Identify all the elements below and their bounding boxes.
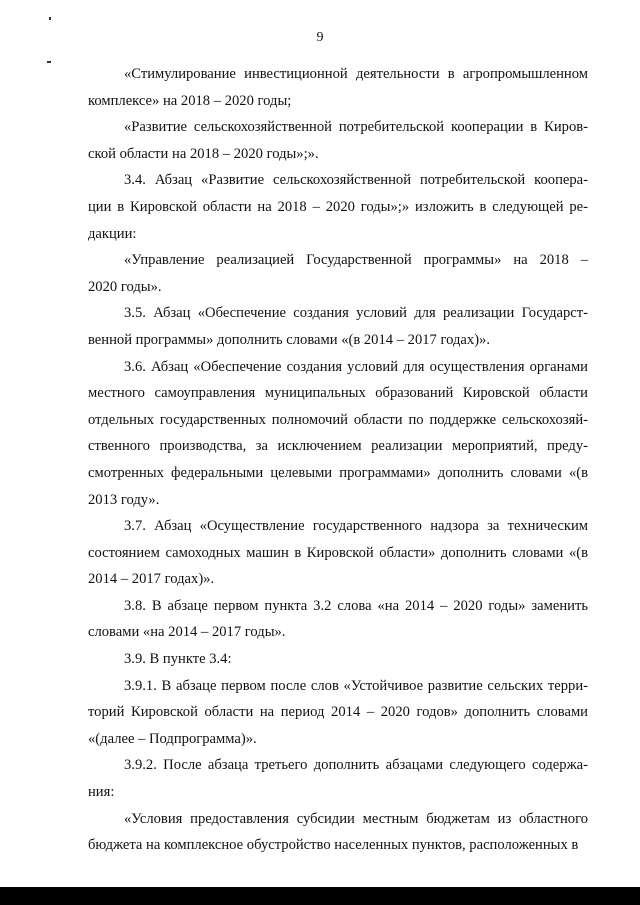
text-line: местного самоуправления муниципальных образований Кировской области (88, 385, 588, 402)
text-line: «(далее – Подпрограмма)». (88, 730, 257, 747)
text-line: «Развитие сельскохозяйственной потребительской кооперации в Киров- (124, 119, 588, 136)
text-line: «Управление реализацией Государственной программы» на 2018 – (124, 252, 588, 269)
text-line: торий Кировской области на период 2014 – 2020 годов» дополнить словами (88, 704, 588, 721)
paragraph (88, 354, 588, 514)
text-line: ственного производства, за исключением реализации мероприятий, преду- (88, 438, 588, 455)
paragraph (88, 167, 588, 247)
text-line: смотренных федеральными целевыми программами» дополнить словами «(в (88, 464, 588, 481)
scan-mark (47, 61, 51, 63)
text-line: словами «на 2014 – 2017 годы». (88, 624, 286, 641)
text-line: 3.9.2. После абзаца третьего дополнить абзацами следующего содержа- (124, 757, 588, 774)
text-line: «Условия предоставления субсидии местным бюджетам из областного (124, 810, 588, 827)
text-line: 3.9. В пункте 3.4: (124, 651, 232, 668)
text-line: отдельных государственных полномочий области по поддержке сельскохозяй- (88, 411, 588, 428)
text-line: 3.4. Абзац «Развитие сельскохозяйственной потребительской коопера- (124, 172, 588, 189)
text-line: 2020 годы». (88, 278, 162, 295)
paragraph (88, 114, 588, 167)
paragraph (88, 752, 588, 805)
text-line: 2013 году». (88, 491, 160, 508)
text-line: ской области на 2018 – 2020 годы»;». (88, 145, 319, 162)
text-line: венной программы» дополнить словами «(в 2014 – 2017 годах)». (88, 331, 491, 348)
text-line: состоянием самоходных машин в Кировской области» дополнить словами «(в (88, 544, 588, 561)
paragraph (88, 61, 588, 114)
text-line: ции в Кировской области на 2018 – 2020 годы»;» изложить в следующей ре- (88, 198, 588, 215)
page-number: 9 (316, 30, 324, 45)
paragraph (88, 300, 588, 353)
scan-mark (49, 17, 51, 20)
text-line: 3.7. Абзац «Осуществление государственного надзора за техническим (124, 518, 588, 535)
paragraph (88, 646, 588, 673)
text-line: 3.9.1. В абзаце первом после слов «Устойчивое развитие сельских терри- (124, 677, 588, 694)
text-line: дакции: (88, 225, 137, 242)
text-line: 2014 – 2017 годах)». (88, 571, 215, 588)
text-line: ния: (88, 784, 115, 801)
paragraph (88, 593, 588, 646)
scan-border-bar (0, 887, 640, 905)
text-line: комплексе» на 2018 – 2020 годы; (88, 92, 292, 109)
text-line: 3.6. Абзац «Обеспечение создания условий для осуществления органами (124, 358, 588, 375)
text-line: 3.5. Абзац «Обеспечение создания условий для реализации Государст- (124, 305, 588, 322)
paragraph (88, 513, 588, 593)
paragraph (88, 673, 588, 753)
paragraph (88, 247, 588, 300)
paragraph (88, 806, 588, 859)
document-body (88, 61, 588, 859)
text-line: бюджета на комплексное обустройство населенных пунктов, расположенных в (88, 837, 579, 854)
text-line: «Стимулирование инвестиционной деятельности в агропромышленном (124, 66, 588, 82)
text-line: 3.8. В абзаце первом пункта 3.2 слова «на 2014 – 2020 годы» заменить (124, 597, 588, 614)
